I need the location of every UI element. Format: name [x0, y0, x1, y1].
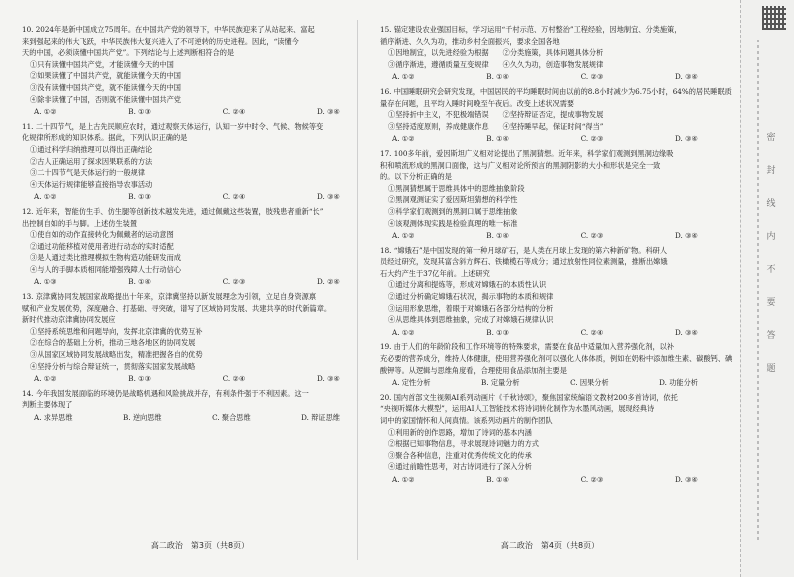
- option-statement: ①黑洞猜想属于思维具体中的思维抽象阶段: [388, 183, 525, 193]
- left-column: [22, 24, 352, 427]
- question-stem: 13. 京津冀协同发展国家战略提出十年来，京津冀坚持以新发展理念为引领，立足自身资源禀: [22, 292, 317, 302]
- answer-choice: C. 聚合思维: [212, 413, 251, 422]
- answer-choice: A. ①②: [392, 72, 415, 82]
- option-pair-row: [380, 121, 710, 133]
- answer-choice: A. ①②: [392, 231, 415, 241]
- option-statement: ②分类施策，具体问题具体分析: [502, 48, 604, 58]
- question-stem: 充必要的营养成分，维持人体健康，使用营养强化剂可以强化人体体质，例如在奶粉中添加维生素、碳酸钙、碘: [380, 354, 733, 364]
- option-pair-row: [380, 59, 710, 71]
- answer-choices: [22, 105, 352, 120]
- answer-choice: B. ①③: [128, 192, 152, 202]
- answer-choice: C. ②③: [580, 474, 604, 484]
- option-statement: ②黑洞观测证实了爱因斯坦猜想的科学性: [388, 195, 518, 205]
- option-statement: ③没有读懂中国共产党，就不能读懂今天的中国: [30, 82, 181, 92]
- question-stem: 12. 近年来，智能仿生手、仿生腿等创新技术越发先进，通过佩戴这些装置，肢残患者重新“长”: [22, 206, 324, 216]
- question-block: [380, 341, 733, 390]
- seal-character: 密: [766, 133, 776, 143]
- answer-choice: D. ③④: [317, 374, 340, 384]
- option-statement: ③二十四节气是天体运行的一般规律: [30, 168, 146, 178]
- seal-character: 要: [766, 298, 776, 308]
- option-statement: ②根据已知事物信息，寻求展现诗词魅力的方式: [388, 439, 539, 449]
- question-stem: “央视听媒体大模型”，运用AI人工智能技术将诗词转化制作为水墨风动画，展现经典诗: [380, 404, 655, 414]
- question-block: [380, 392, 710, 488]
- option-pair-row: [380, 47, 710, 59]
- seal-character: 不: [766, 265, 776, 275]
- option-statement: ③科学家们观测到的黑洞口属于思维抽象: [388, 206, 518, 216]
- question-block: [22, 121, 352, 205]
- answer-choices: [22, 411, 352, 426]
- answer-choice: A. 求异思维: [34, 413, 73, 422]
- option-statement: ③聚合各种信息，注重对优秀传统文化的传承: [388, 450, 532, 460]
- answer-choice: C. ②③: [580, 72, 604, 82]
- answer-choice: B. ①③: [128, 107, 152, 117]
- answer-choice: D. ③④: [675, 134, 698, 144]
- answer-choices: [380, 326, 710, 341]
- answer-choice: A. ①②: [392, 474, 415, 484]
- answer-choice: A. ①②: [34, 374, 57, 384]
- question-stem: 18. “嫦娥石”是中国发现的第一种月球矿石，是人类在月球上发现的第六种新矿物。科研人: [380, 245, 668, 255]
- option-statement: ①坚持系统思维和问题导向，发挥北京津冀的优势互补: [30, 326, 203, 336]
- answer-choice: C. ②④: [222, 107, 246, 117]
- answer-choice: B. 逆向思维: [123, 413, 162, 422]
- option-statement: ④通过前瞻性思考，对古诗词进行了深入分析: [388, 462, 532, 472]
- option-statement: ③是人通过类比推理模拟生物构造功能研发而成: [30, 253, 181, 263]
- option-statement: ①因地制宜，以先进经验为根据: [388, 48, 489, 58]
- answer-choices: [22, 275, 352, 290]
- answer-choice: D. 辩证思维: [301, 413, 340, 422]
- option-pair-row: [380, 109, 710, 121]
- answer-choices: [380, 132, 710, 147]
- seal-character: 答: [766, 331, 776, 341]
- question-stem: 石大约产生于37亿年前。上述研究: [380, 268, 490, 278]
- question-stem: 19. 由于人们的年龄阶段和工作环境等的特殊要求，需要在食品中适量加入营养强化剂，以补: [380, 342, 675, 352]
- right-column: [380, 24, 733, 489]
- question-stem: 出控制自如的手与脚。上述仿生装置: [22, 218, 138, 228]
- question-stem: 酸钾等。从逻辑与思维角度看，合理使用食品添加剂主要是: [380, 365, 567, 375]
- seal-character: 内: [766, 232, 776, 242]
- option-statement: ④与人的手脚本质相同能增强残障人士行动信心: [30, 264, 181, 274]
- answer-choices: [380, 70, 710, 85]
- option-statement: ③从国家区域协同发展战略出发，精准把握各自的优势: [30, 350, 203, 360]
- question-stem: 11. 二十四节气，是上古先民顺应农时，通过观察天体运行，认知一岁中时令、气候、物候等变: [22, 121, 324, 131]
- answer-choice: C. 因果分析: [570, 378, 609, 388]
- page-footer-right: 高二政治 第4页（共8页）: [500, 541, 600, 550]
- answer-choice: C. ②④: [580, 327, 604, 337]
- answer-choice: A. ①②: [392, 327, 415, 337]
- seal-character: 线: [766, 199, 776, 209]
- option-statement: ①通过科学归纳推理可以得出正确结论: [30, 144, 153, 154]
- question-stem: 20. 国内首部文生视频AI系列动画片《千秋诗颂》，聚焦国家统编语文教材200多首诗词，依托: [380, 392, 678, 402]
- question-stem: 的。以下分析正确的是: [380, 172, 452, 182]
- seal-line-notice: [764, 130, 778, 374]
- answer-choice: A. ①②: [34, 107, 57, 117]
- answer-choice: D. ③④: [317, 107, 340, 117]
- question-stem: 17. 100多年前，爱因斯坦广义相对论提出了黑洞猜想。近年来，科学家们观测到黑洞边缘吸: [380, 148, 674, 158]
- option-statement: ④坚持分析与综合辩证统一，贯彻落实国家发展战略: [30, 361, 196, 371]
- answer-choice: C. ②③: [580, 231, 604, 241]
- answer-choice: A. ①②: [392, 134, 415, 144]
- answer-choice: B. 定量分析: [481, 378, 520, 388]
- option-statement: ②通过分析确定嫦娥石状况，揭示事物的本质和规律: [388, 292, 554, 302]
- answer-choice: C. ②④: [222, 192, 246, 202]
- answer-choice: B. ①④: [486, 134, 510, 144]
- question-stem: 量存在问题，且平均入睡时间晚至午夜后。改变上述状况需要: [380, 98, 575, 108]
- answer-choice: D. ③④: [675, 327, 698, 337]
- seal-character: 封: [766, 166, 776, 176]
- seal-dotted-line: [757, 40, 759, 540]
- question-stem: 积和喷流形成的黑洞口面像，这与广义相对论所预言的黑洞阴影的大小和形状是完全一致: [380, 160, 661, 170]
- question-stem: 员经过研究，发现其富含斜方辉石、铁橄榄石等成分；通过放射性同位素测量，推断出嫦娥: [380, 257, 668, 267]
- question-block: [22, 388, 352, 426]
- option-statement: ②在综合的基础上分析，推动三地各地区的协同发展: [30, 338, 196, 348]
- question-stem: 赋和产业发展优势，深度融合、打基础、寻突破，谱写了区域协同发展、共建共享的时代新篇章。: [22, 303, 332, 313]
- option-statement: ②通过功能移植对使用者进行动态的实时适配: [30, 241, 174, 251]
- answer-choice: D. ③④: [675, 231, 698, 241]
- option-statement: ①坚持折中主义，不犯极端错误: [388, 110, 489, 120]
- option-statement: ②如果读懂了中国共产党，就能读懂今天的中国: [30, 71, 181, 81]
- question-stem: 化规律所形成的知识体系。据此，下列认识正确的是: [22, 133, 188, 143]
- answer-choice: A. 定性分析: [392, 378, 431, 388]
- option-statement: ②坚持辩证否定，提成事物发展: [502, 110, 604, 120]
- option-statement: ④久久为功，创造事物发展规律: [502, 59, 604, 69]
- question-stem: 天的中国，必须读懂中国共产党”。下列结论与上述判断相符合的是: [22, 48, 235, 58]
- option-statement: ④该观测体现实践是检验真理的唯一标准: [388, 218, 518, 228]
- question-block: [22, 291, 352, 387]
- answer-choice: C. ②③: [580, 134, 604, 144]
- option-statement: ①利用新的创作思路，增加了诗词的基本内涵: [388, 427, 532, 437]
- question-stem: 16. 中国睡眠研究会研究发现，中国居民的平均睡眠时间由以前的8.8小时减少为6.75小时，64%的居民睡眠质: [380, 86, 732, 96]
- answer-choice: C. ②③: [222, 277, 246, 287]
- answer-choice: A. ①②: [34, 192, 57, 202]
- qr-code-icon: [762, 6, 786, 30]
- answer-choice: D. ②④: [317, 277, 340, 287]
- answer-choice: D. ③④: [675, 474, 698, 484]
- question-block: [22, 206, 352, 290]
- question-stem: 14. 今年我国发展面临的环境仍是战略机遇和风险挑战并存，有利条件强于不利因素。这一: [22, 388, 309, 398]
- option-statement: ①通过分离和提炼等，形成对嫦娥石的本质性认识: [388, 280, 547, 290]
- answer-choice: B. ①④: [486, 231, 510, 241]
- answer-choices: [380, 376, 710, 391]
- option-statement: ③循序渐进，遵循质量互变规律: [388, 59, 489, 69]
- option-statement: ①只有读懂中国共产党，才能读懂今天的中国: [30, 59, 174, 69]
- answer-choice: B. ①④: [128, 277, 152, 287]
- answer-choice: D. 功能分析: [659, 378, 698, 388]
- option-statement: ③坚持适度原则，养成健康作息: [388, 121, 489, 131]
- answer-choice: A. ①③: [34, 277, 57, 287]
- answer-choices: [380, 473, 710, 488]
- answer-choice: B. ①④: [486, 474, 510, 484]
- option-statement: ②古人正确运用了探求因果联系的方法: [30, 156, 153, 166]
- answer-choices: [22, 372, 352, 387]
- question-block: [22, 24, 352, 120]
- page-footer-left: 高二政治 第3页（共8页）: [150, 541, 250, 550]
- question-stem: 15. 锚定建设农业强国目标，学习运用“千村示范、万村整治”工程经验，因地制宜、分类施策，: [380, 25, 682, 34]
- option-statement: ③运用形象思维，着眼于对嫦娥石各部分结构的分析: [388, 303, 554, 313]
- answer-choice: C. ②④: [222, 374, 246, 384]
- answer-choices: [380, 229, 710, 244]
- option-statement: ④坚持睡早起，保证时间“得当”: [502, 121, 604, 131]
- option-statement: ④天体运行规律能够直接指导农事活动: [30, 179, 153, 189]
- answer-choice: B. ①③: [128, 374, 152, 384]
- question-stem: 来到强起来的伟大飞跃，中华民族伟大复兴进入了不可逆转的历史进程。因此，“读懂今: [22, 36, 299, 46]
- answer-choice: B. ①③: [486, 327, 510, 337]
- question-block: [380, 148, 710, 244]
- question-block: [380, 245, 710, 341]
- answer-choice: D. ③④: [675, 72, 698, 82]
- question-stem: 10. 2024年是新中国成立75周年。在中国共产党的领导下，中华民族迎来了从站起来、富起: [22, 25, 315, 34]
- seal-character: 题: [766, 364, 776, 374]
- option-statement: ④除非读懂了中国，否则就不能读懂中国共产党: [30, 94, 181, 104]
- question-block: [380, 24, 710, 85]
- option-statement: ①使自如的动作直接转化为佩戴者的运动意图: [30, 230, 174, 240]
- answer-choice: D. ③④: [317, 192, 340, 202]
- question-stem: 新时代推动京津冀协同发展应: [22, 315, 116, 325]
- question-stem: 判断主要体现了: [22, 400, 73, 410]
- option-statement: ④从思维具体到思维抽象，完成了对嫦娥石规律认识: [388, 315, 554, 325]
- answer-choice: B. ①④: [486, 72, 510, 82]
- question-stem: 词中的家国情怀和人间真情。该系列动画片的制作团队: [380, 416, 553, 425]
- question-stem: 循序渐进、久久为功，推动乡村全面振兴，要求全国各地: [380, 36, 560, 46]
- answer-choices: [22, 190, 352, 205]
- column-divider: [357, 20, 358, 560]
- question-block: [380, 86, 732, 147]
